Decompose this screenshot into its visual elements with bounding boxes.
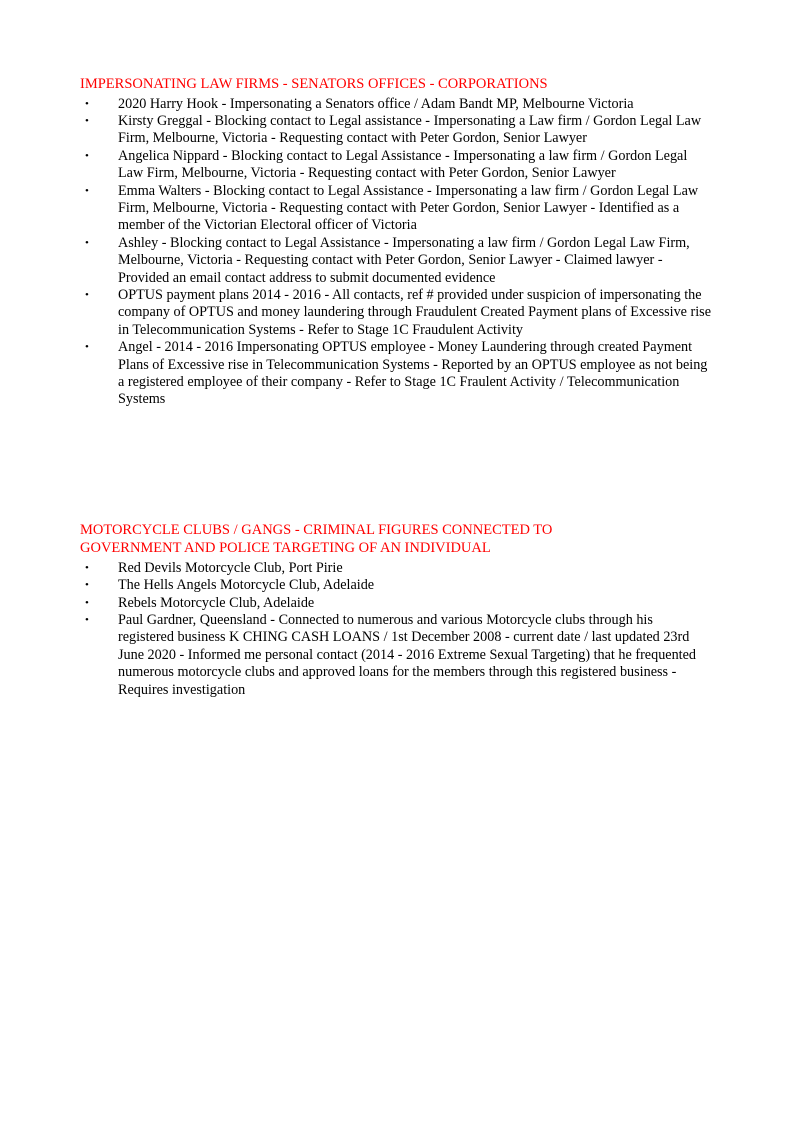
bullet-text: Angelica Nippard - Blocking contact to Legal Assistance - Impersonating a law firm / Gordon Legal Law Firm, Melbourne, Victoria - Requesting contact with Peter Gordon, Senior Lawyer [118,147,688,182]
bullet-icon: • [85,561,89,574]
bullet-item [80,96,712,113]
bullet-item [80,595,712,612]
bullet-text: OPTUS payment plans 2014 - 2016 - All contacts, ref # provided under suspicion of impersonating the company of OPTUS and money laundering through Fraudulent Created Payment plans of Excessive rise in Telecommunication Systems - Refer to Stage 1C Fraudulent Activity [118,286,711,338]
bullet-item [80,560,712,577]
section-heading: IMPERSONATING LAW FIRMS - SENATORS OFFICES - CORPORATIONS [80,76,548,92]
bullet-text: Angel - 2014 - 2016 Impersonating OPTUS employee - Money Laundering through created Payment Plans of Excessive rise in Telecommunication Systems - Reported by an OPTUS employee as not being a registered employee of their company - Refer to Stage 1C Fraulent Activity / Telecommunication Systems [118,339,708,408]
document-section [80,75,712,409]
bullet-icon: • [85,149,89,162]
bullet-text: Kirsty Greggal - Blocking contact to Legal assistance - Impersonating a Law firm / Gordon Legal Law Firm, Melbourne, Victoria - Requesting contact with Peter Gordon, Senior Lawyer [118,112,702,147]
bullet-item [80,339,712,409]
bullet-text: 2020 Harry Hook - Impersonating a Senators office / Adam Bandt MP, Melbourne Victoria [118,95,634,112]
bullet-text: Rebels Motorcycle Club, Adelaide [118,594,315,611]
bullet-text: Ashley - Blocking contact to Legal Assistance - Impersonating a law firm / Gordon Legal Law Firm, Melbourne, Victoria - Requesting contact with Peter Gordon, Senior Lawyer - Claimed lawyer - Provided an email contact address to submit documented evidence [118,234,690,286]
bullet-text: Paul Gardner, Queensland - Connected to numerous and various Motorcycle clubs through his registered business K CHING CASH LOANS / 1st December 2008 - current date / last updated 23rd June 2020 - Informed me personal contact (2014 - 2016 Extreme Sexual Targeting) that he frequented numerous motorcycle clubs and approved loans for the members through this registered business - Requires investigation [118,612,697,698]
bullet-text: Emma Walters - Blocking contact to Legal Assistance - Impersonating a law firm / Gordon Legal Law Firm, Melbourne, Victoria - Requesting contact with Peter Gordon, Senior Lawyer - Identified as a member of the Victorian Electoral officer of Victoria [118,182,699,234]
bullet-item [80,577,712,594]
bullet-icon: • [85,341,89,354]
bullet-text: Red Devils Motorcycle Club, Port Pirie [118,559,343,576]
bullet-text: The Hells Angels Motorcycle Club, Adelaide [118,577,375,594]
bullet-item [80,113,712,148]
bullet-item [80,612,712,699]
bullet-list [80,560,712,699]
bullet-icon: • [85,97,89,110]
bullet-icon: • [85,184,89,197]
bullet-list [80,96,712,409]
bullet-icon: • [85,579,89,592]
bullet-item [80,235,712,287]
bullet-icon: • [85,288,89,301]
bullet-icon: • [85,114,89,127]
bullet-icon: • [85,236,89,249]
bullet-item [80,148,712,183]
bullet-icon: • [85,614,89,627]
section-heading: MOTORCYCLE CLUBS / GANGS - CRIMINAL FIGURES CONNECTED TO GOVERNMENT AND POLICE TARGETING OF AN INDIVIDUAL [80,521,553,557]
bullet-item [80,183,712,235]
document-section [80,521,712,699]
bullet-item [80,287,712,339]
bullet-icon: • [85,596,89,609]
